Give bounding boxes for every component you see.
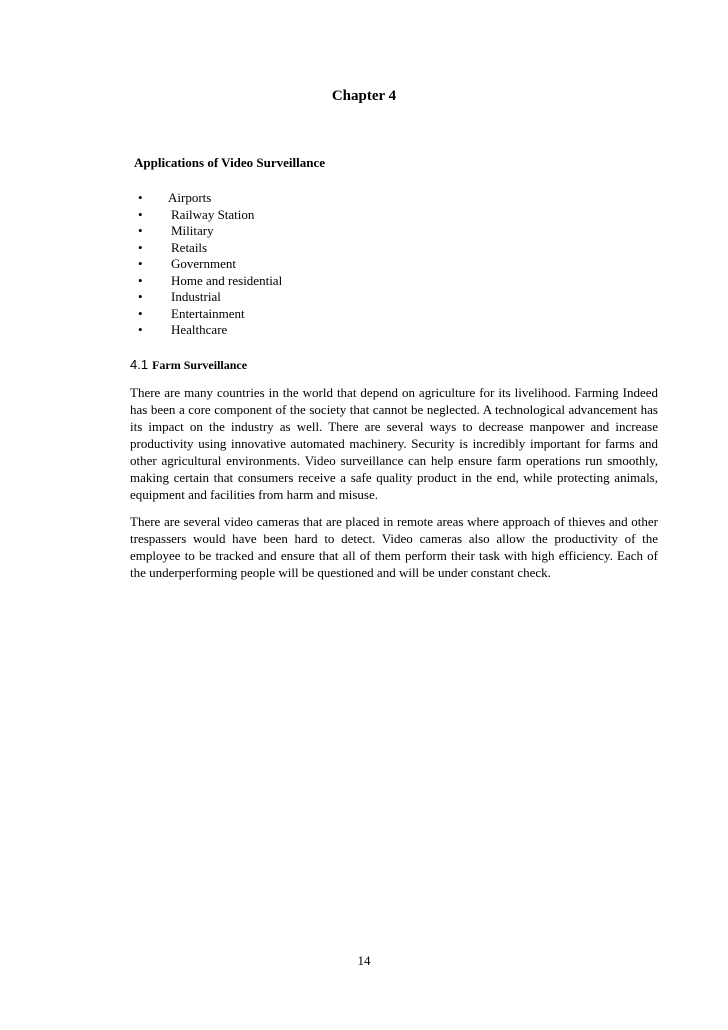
list-item-label: Entertainment [171,305,245,321]
list-item [138,289,282,306]
applications-list [138,190,282,339]
list-item-label: Retails [171,239,208,255]
list-item [138,273,282,290]
list-item [138,256,282,273]
bullet-icon: • [138,223,143,238]
list-item [138,322,282,339]
list-item-label: Healthcare [171,322,228,337]
list-item-label: Industrial [171,289,221,304]
list-item [138,306,282,323]
bullet-icon: • [138,206,143,222]
list-item-label: Railway Station [171,206,255,222]
bullet-icon: • [138,272,143,288]
subsection-title: Farm Surveillance [152,358,248,372]
body-paragraph: There are several video cameras that are placed in remote areas where approach of thieves and other trespassers would have been hard to detect. Video cameras also allow the productivity of the employee to be tracked and ensure that all of them perform their task with high efficiency. Each of the underperforming people will be questioned and will be under constant check. [130,514,658,580]
subsection-heading [130,357,247,373]
section-heading: Applications of Video Surveillance [134,155,326,170]
list-item [138,207,282,224]
chapter-title: Chapter 4 [331,88,397,104]
body-paragraph: There are many countries in the world that depend on agriculture for its livelihood. Farming Indeed has been a core component of the society that cannot be neglected. A technological advancement has its impact on the industry as well. There are several ways to decrease manpower and increase productivity using innovative automated machinery. Security is incredibly important for farms and other agricultural environments. Video surveillance can help ensure farm operations run smoothly, making certain that consumers receive a safe quality product in the end, while protecting animals, equipment and facilities from harm and misuse. [130,385,658,502]
bullet-icon: • [138,305,143,321]
subsection-number: 4.1 [130,357,149,372]
bullet-icon: • [138,289,143,304]
bullet-icon: • [138,256,143,271]
bullet-icon: • [138,322,143,337]
page-number: 14 [357,953,371,968]
list-item [138,240,282,257]
bullet-icon: • [138,239,143,255]
list-item-label: Airports [168,190,212,205]
list-item-label: Government [171,256,236,271]
bullet-icon: • [138,190,143,205]
list-item-label: Military [171,223,214,238]
list-item [138,223,282,240]
list-item-label: Home and residential [171,272,283,288]
list-item [138,190,282,207]
